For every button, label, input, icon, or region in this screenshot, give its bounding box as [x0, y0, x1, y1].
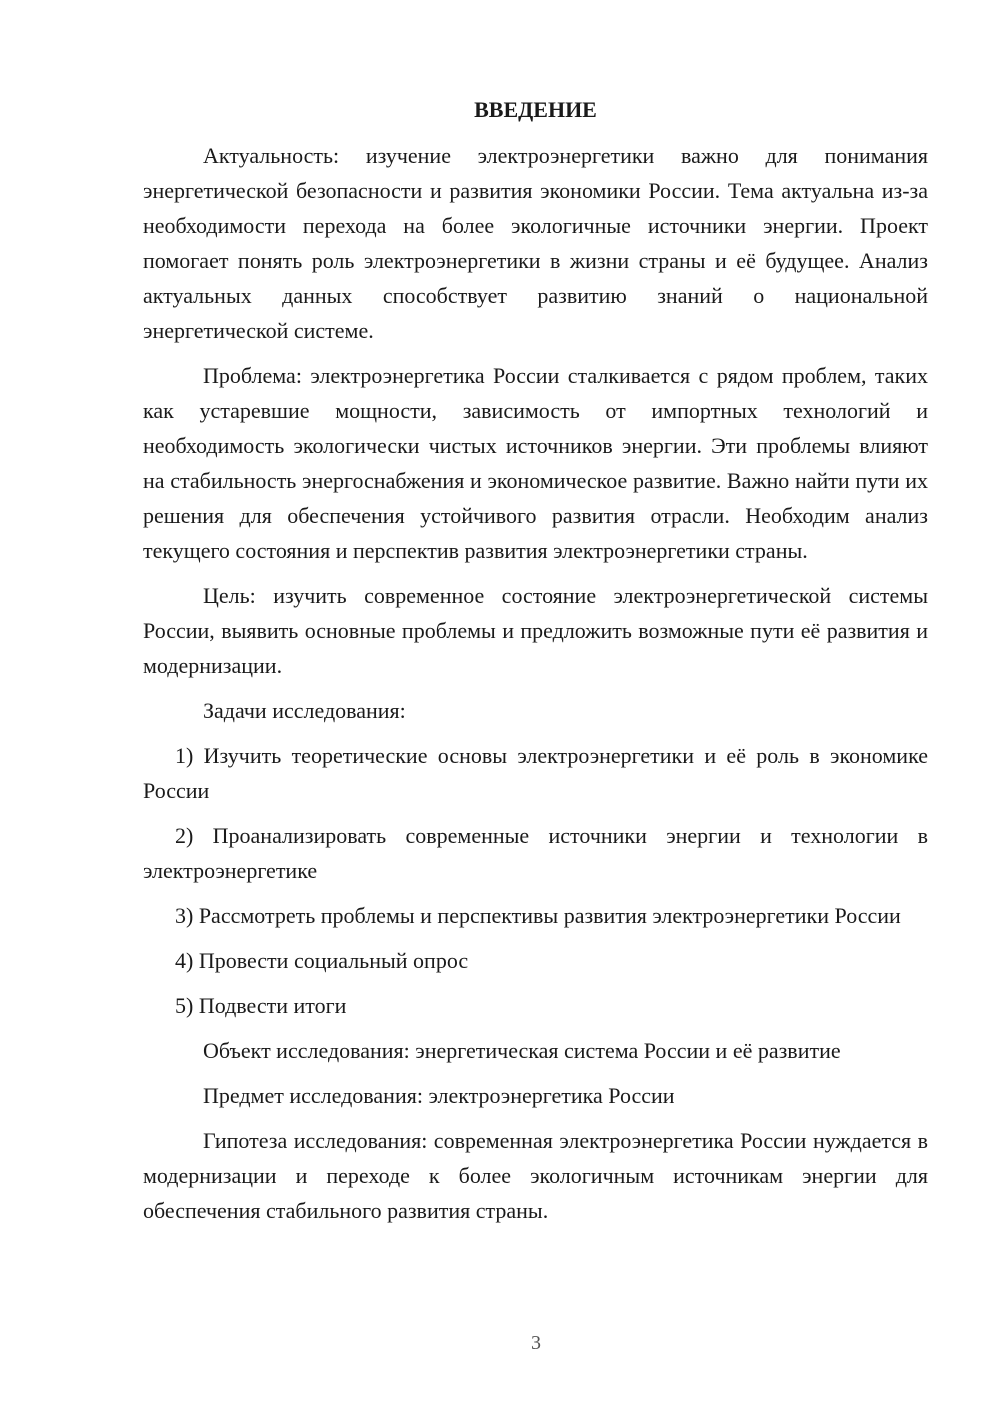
tasks-heading: Задачи исследования: [203, 698, 406, 723]
hypothesis-paragraph: Гипотеза исследования: современная электроэнергетика России нуждается в модернизации и переходе к более экологичным источникам энергии для обеспечения стабильного развития страны. [143, 1128, 928, 1223]
relevance-paragraph: Актуальность: изучение электроэнергетики важно для понимания энергетической безопасности и развития экономики России. Тема актуальна из-за необходимости перехода на более экологичные источники энергии. Проект помогает понять роль электроэнергетики в жизни страны и её будущее. Анализ актуальных данных способствует развитию знаний о национальной энергетической системе. [143, 143, 928, 343]
task-item-3: 3) Рассмотреть проблемы и перспективы развития электроэнергетики России [175, 903, 901, 928]
document-page [143, 96, 928, 1228]
page-number: 3 [531, 1332, 541, 1354]
task-item-5: 5) Подвести итоги [175, 993, 347, 1018]
goal-paragraph: Цель: изучить современное состояние электроэнергетической системы России, выявить основные проблемы и предложить возможные пути её развития и модернизации. [143, 583, 928, 678]
problem-paragraph: Проблема: электроэнергетика России сталкивается с рядом проблем, таких как устаревшие мощности, зависимость от импортных технологий и необходимость экологически чистых источников энергии. Эти проблемы влияют на стабильность энергоснабжения и экономическое развитие. Важно найти пути их решения для обеспечения устойчивого развития отрасли. Необходим анализ текущего состояния и перспектив развития электроэнергетики страны. [143, 363, 928, 563]
object-paragraph: Объект исследования: энергетическая система России и её развитие [203, 1038, 841, 1063]
task-item-4: 4) Провести социальный опрос [175, 948, 469, 973]
task-item-2: 2) Проанализировать современные источники энергии и технологии в электроэнергетике [143, 823, 928, 883]
subject-paragraph: Предмет исследования: электроэнергетика России [203, 1083, 675, 1108]
task-item-1: 1) Изучить теоретические основы электроэнергетики и её роль в экономике России [143, 743, 928, 803]
page-title: ВВЕДЕНИЕ [474, 97, 597, 122]
